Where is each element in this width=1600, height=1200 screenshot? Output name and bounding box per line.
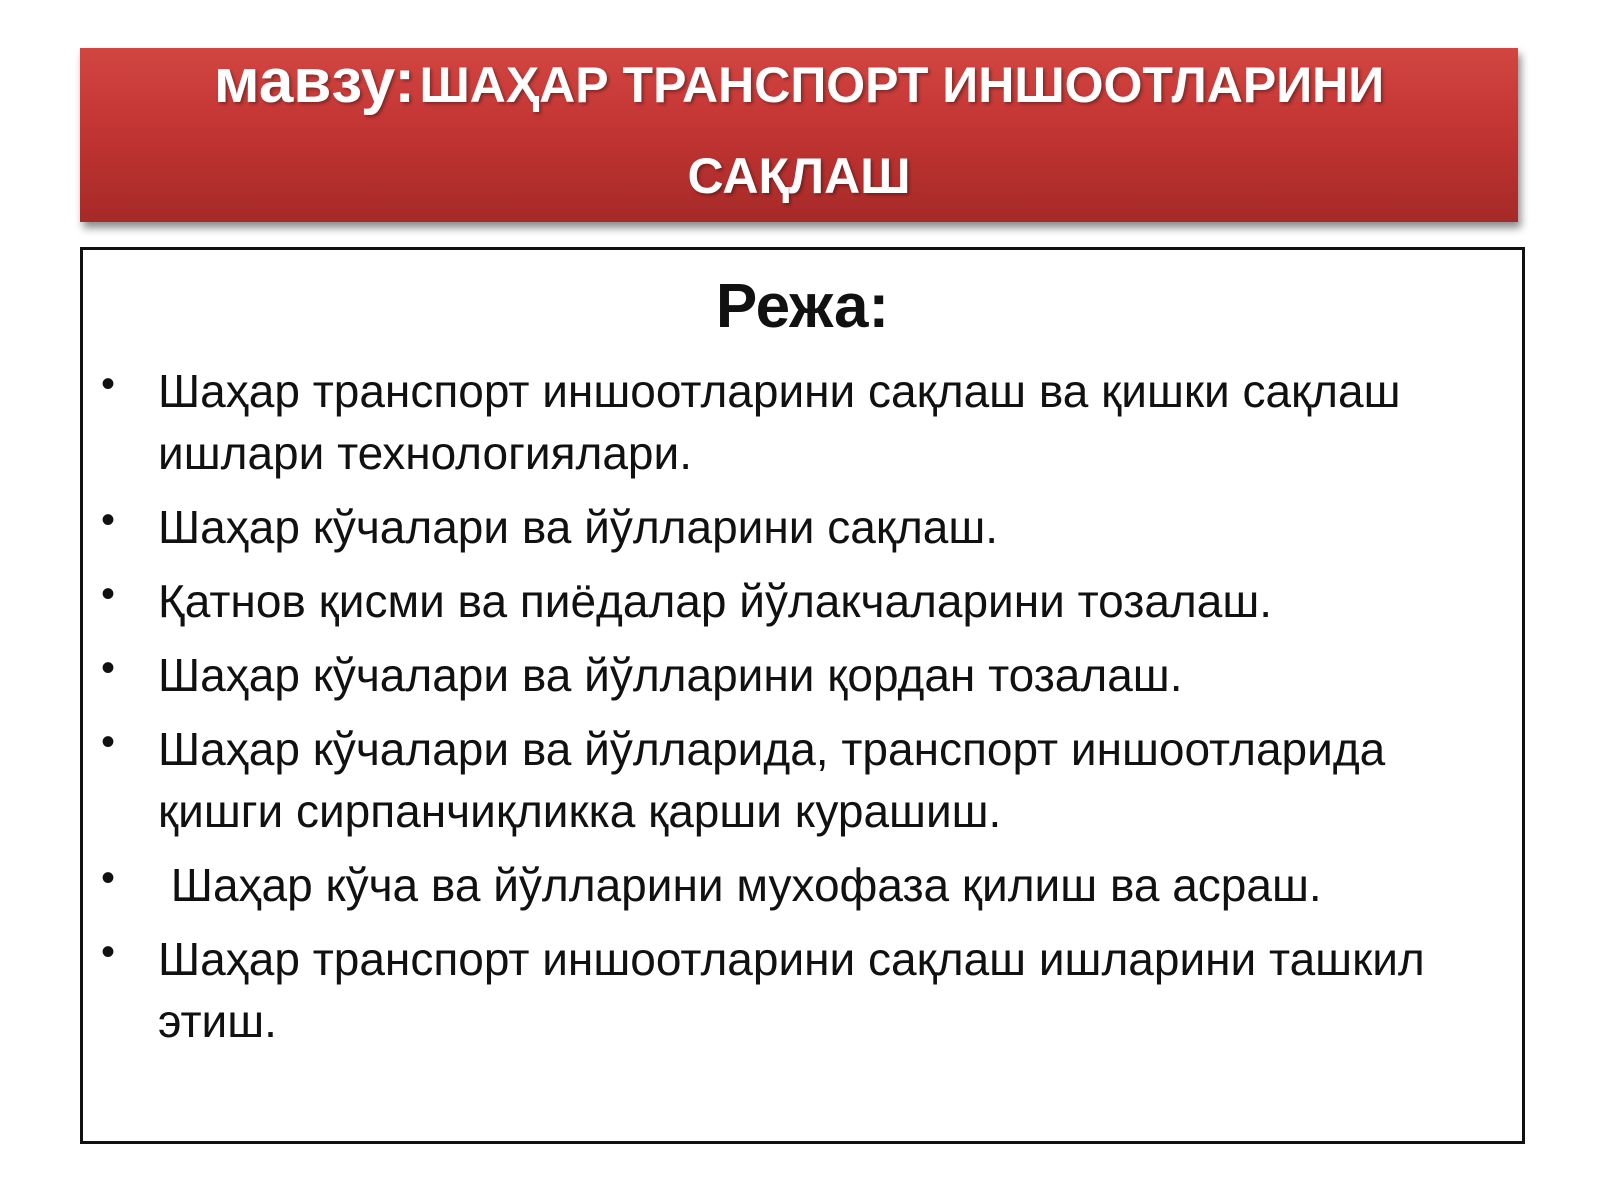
title-banner [80,48,1518,222]
bullet-icon: • [101,362,116,406]
bullet-icon: • [101,646,116,690]
bullet-icon: • [101,498,116,542]
bullet-icon: • [101,720,116,764]
title-main: ШАҲАР ТРАНСПОРТ ИНШООТЛАРИНИ САҚЛАШ [419,56,1385,204]
bullet-icon: • [101,856,116,900]
list-item-text: Шаҳар кўчалари ва йўлларида, транспорт иншоотларида қишги сирпанчиқликка қарши курашиш. [158,723,1386,837]
list-item-text: Шаҳар кўчалари ва йўлларини сақлаш. [158,501,999,553]
list-item-text: Шаҳар транспорт иншоотларини сақлаш ва қишки сақлаш ишлари технологиялари. [158,365,1401,479]
list-item [83,570,1522,632]
list-item-text: Қатнов қисми ва пиёдалар йўлакчаларини тозалаш. [158,575,1273,627]
list-item [83,496,1522,558]
bullet-icon: • [101,930,116,974]
list-item [83,360,1522,484]
list-item-text: Шаҳар кўчалари ва йўлларини қордан тозалаш. [158,649,1183,701]
list-item [83,928,1522,1052]
list-item-text: Шаҳар кўча ва йўлларини мухофаза қилиш ва асраш. [158,859,1322,911]
list-item [83,854,1522,916]
title-text [140,43,1458,228]
plan-list [83,360,1522,1064]
list-item [83,718,1522,842]
list-item-text: Шаҳар транспорт иншоотларини сақлаш ишларини ташкил этиш. [158,933,1425,1047]
bullet-icon: • [101,572,116,616]
title-prefix: мавзу: [213,46,416,116]
list-item [83,644,1522,706]
plan-heading: Режа: [715,272,890,341]
plan-box [80,247,1525,1144]
